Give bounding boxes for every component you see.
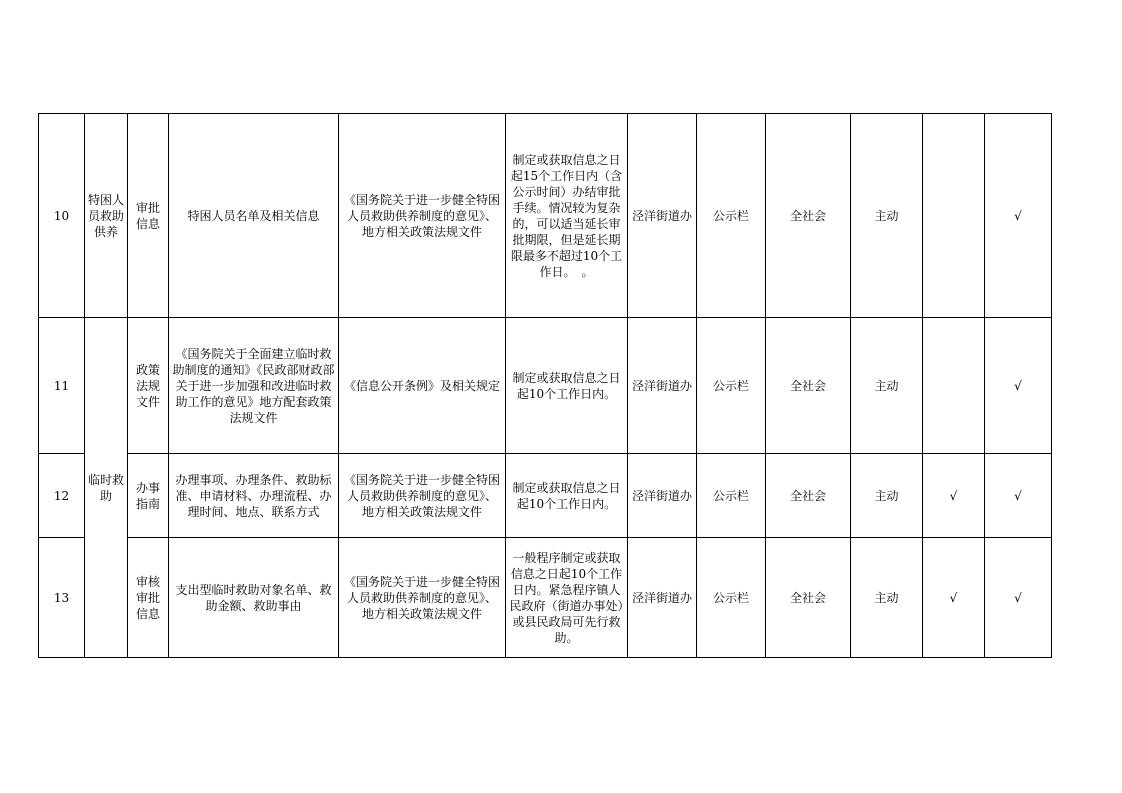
row-number: 10 [39,114,85,318]
content-cell: 支出型临时救助对象名单、救助金额、救助事由 [169,538,339,658]
subject-cell: 泾洋街道办 [628,318,697,454]
time-limit-cell: 制定或获取信息之日起15个工作日内（含公示时间）办结审批手续。情况较为复杂的，可以适当延长审批期限，但是延长期限最多不超过10个工作日。 。 [506,114,628,318]
category-cell: 特困人员救助供养 [85,114,128,318]
content-cell: 办理事项、办理条件、救助标准、申请材料、办理流程、办理时间、地点、联系方式 [169,454,339,538]
table-row [39,538,1052,658]
row-number: 11 [39,318,85,454]
check-mark-1 [923,114,985,318]
mode-cell: 主动 [851,538,923,658]
subject-cell: 泾洋街道办 [628,538,697,658]
time-limit-cell: 制定或获取信息之日起10个工作日内。 [506,454,628,538]
check-mark-2: √ [985,538,1052,658]
subject-cell: 泾洋街道办 [628,114,697,318]
scope-cell: 全社会 [766,114,851,318]
table-row [39,114,1052,318]
check-mark-2: √ [985,318,1052,454]
table-row [39,454,1052,538]
content-cell: 《国务院关于全面建立临时救助制度的通知》《民政部财政部关于进一步加强和改进临时救助工作的意见》地方配套政策法规文件 [169,318,339,454]
basis-cell: 《国务院关于进一步健全特困人员救助供养制度的意见》、地方相关政策法规文件 [339,454,506,538]
subcategory-cell: 政策法规文件 [128,318,169,454]
content-cell: 特困人员名单及相关信息 [169,114,339,318]
channel-cell: 公示栏 [697,114,766,318]
check-mark-1 [923,318,985,454]
subcategory-cell: 审批信息 [128,114,169,318]
channel-cell: 公示栏 [697,454,766,538]
check-mark-1: √ [923,538,985,658]
check-mark-1: √ [923,454,985,538]
row-number: 13 [39,538,85,658]
mode-cell: 主动 [851,318,923,454]
time-limit-cell: 制定或获取信息之日起10个工作日内。 [506,318,628,454]
subject-cell: 泾洋街道办 [628,454,697,538]
category-cell: 临时救助 [85,318,128,658]
subcategory-cell: 审核审批信息 [128,538,169,658]
scope-cell: 全社会 [766,538,851,658]
subcategory-cell: 办事指南 [128,454,169,538]
channel-cell: 公示栏 [697,318,766,454]
basis-cell: 《国务院关于进一步健全特困人员救助供养制度的意见》、地方相关政策法规文件 [339,114,506,318]
table-row [39,318,1052,454]
scope-cell: 全社会 [766,454,851,538]
mode-cell: 主动 [851,454,923,538]
disclosure-table [38,113,1052,658]
time-limit-cell: 一般程序制定或获取信息之日起10个工作日内。紧急程序镇人民政府（街道办事处）或县民政局可先行救助。 [506,538,628,658]
mode-cell: 主动 [851,114,923,318]
check-mark-2: √ [985,454,1052,538]
basis-cell: 《信息公开条例》及相关规定 [339,318,506,454]
check-mark-2: √ [985,114,1052,318]
basis-cell: 《国务院关于进一步健全特困人员救助供养制度的意见》、地方相关政策法规文件 [339,538,506,658]
scope-cell: 全社会 [766,318,851,454]
channel-cell: 公示栏 [697,538,766,658]
row-number: 12 [39,454,85,538]
